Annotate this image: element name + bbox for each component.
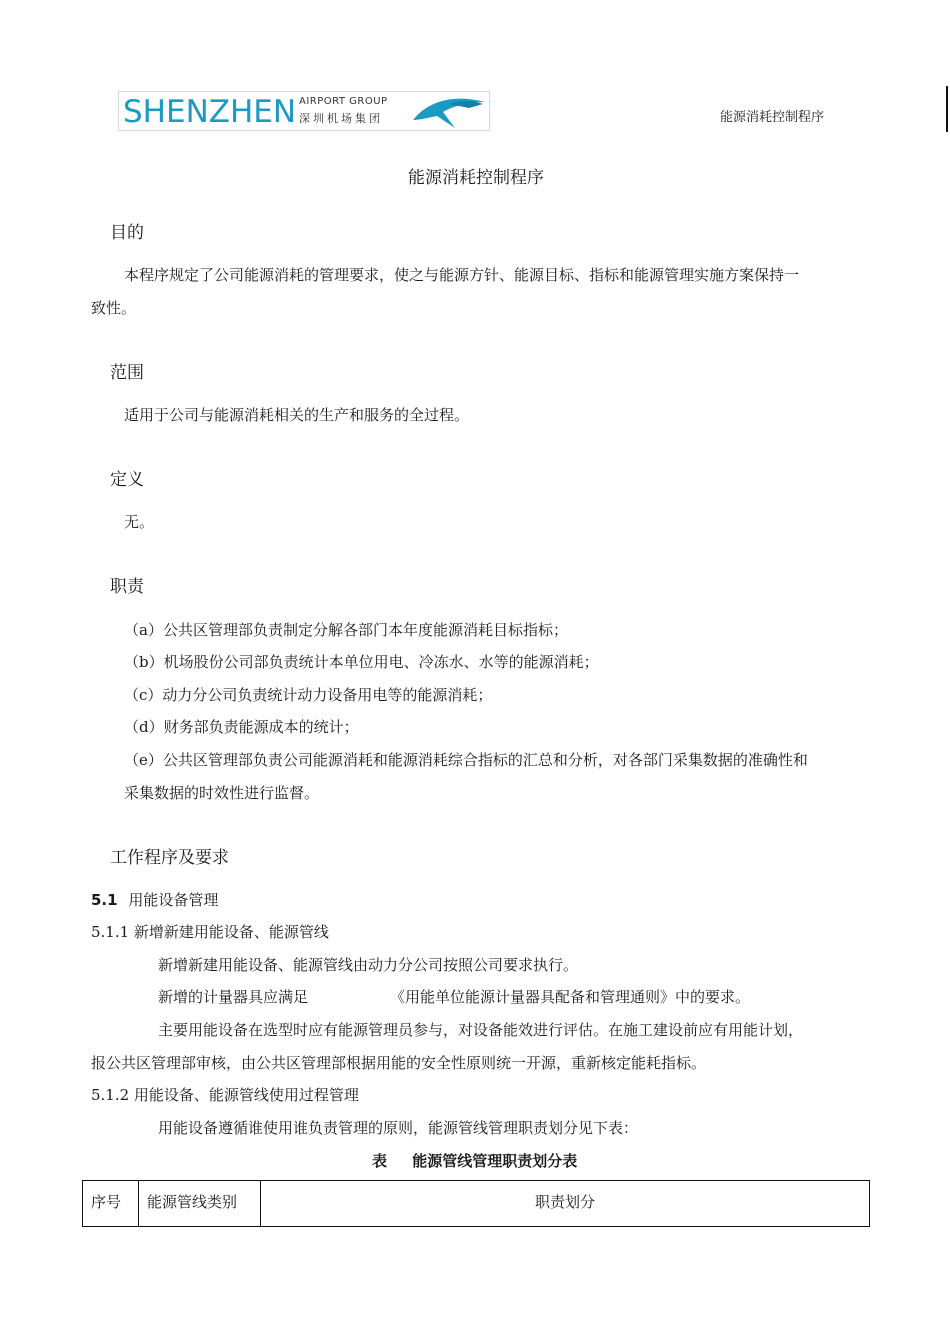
logo-wing-icon bbox=[409, 94, 489, 130]
subsection-5-1 bbox=[91, 889, 218, 910]
subsection-5-1-1: 5.1.1 新增新建用能设备、能源管线 bbox=[91, 923, 329, 941]
header-cell-duty: 职责划分 bbox=[261, 1181, 870, 1227]
scope-text: 适用于公司与能源消耗相关的生产和服务的全过程。 bbox=[124, 406, 470, 424]
table-caption-prefix: 表 bbox=[372, 1152, 388, 1170]
header-cell-index: 序号 bbox=[83, 1181, 139, 1227]
subsection-5-1-number: 5.1 bbox=[91, 891, 118, 909]
logo-text: SHENZHEN bbox=[123, 94, 297, 130]
table-caption-title: 能源管线管理职责划分表 bbox=[412, 1152, 578, 1170]
duty-item-c: （c）动力分公司负责统计动力设备用电等的能源消耗； bbox=[124, 686, 493, 704]
document-title: 能源消耗控制程序 bbox=[408, 168, 544, 188]
logo-subtitle-en: AIRPORT GROUP bbox=[299, 96, 388, 107]
section-heading-procedure: 工作程序及要求 bbox=[110, 848, 229, 868]
running-header-title: 能源消耗控制程序 bbox=[720, 110, 825, 125]
paragraph-selection-line-1: 主要用能设备在选型时应有能源管理员参与，对设备能效进行评估。在施工建设前应有用能计划， bbox=[158, 1021, 804, 1039]
subsection-5-1-2: 5.1.2 用能设备、能源管线使用过程管理 bbox=[91, 1086, 359, 1104]
duty-item-e-continued: 采集数据的时效性进行监督。 bbox=[124, 784, 320, 802]
section-heading-duties: 职责 bbox=[110, 577, 144, 597]
paragraph-selection-line-2: 报公共区管理部审核，由公共区管理部根据用能的安全性原则统一开源，重新核定能耗指标。 bbox=[91, 1054, 707, 1072]
section-heading-scope: 范围 bbox=[110, 363, 144, 383]
paragraph-usage-principle: 用能设备遵循谁使用谁负责管理的原则，能源管线管理职责划分见下表： bbox=[158, 1119, 639, 1137]
duty-item-d: （d）财务部负责能源成本的统计； bbox=[124, 718, 359, 736]
subsection-5-1-title: 用能设备管理 bbox=[128, 891, 219, 909]
duty-table bbox=[82, 1180, 870, 1227]
duty-item-a: （a）公共区管理部负责制定分解各部门本年度能源消耗目标指标； bbox=[124, 621, 568, 639]
company-logo bbox=[118, 91, 490, 131]
page-edge-rule bbox=[946, 86, 948, 132]
table-caption bbox=[372, 1150, 577, 1171]
paragraph-meters-b: 《用能单位能源计量器具配备和管理通则》中的要求。 bbox=[390, 988, 751, 1006]
duty-item-b: （b）机场股份公司部负责统计本单位用电、冷冻水、水等的能源消耗； bbox=[124, 653, 599, 671]
section-heading-definition: 定义 bbox=[110, 470, 144, 490]
purpose-text-line-1: 本程序规定了公司能源消耗的管理要求，使之与能源方针、能源目标、指标和能源管理实施方案保持一 bbox=[124, 266, 800, 284]
paragraph-meters-a: 新增的计量器具应满足 bbox=[158, 988, 309, 1006]
purpose-text-line-2: 致性。 bbox=[91, 299, 137, 317]
paragraph-new-equipment: 新增新建用能设备、能源管线由动力分公司按照公司要求执行。 bbox=[158, 956, 579, 974]
section-heading-purpose: 目的 bbox=[110, 223, 144, 243]
duty-item-e: （e）公共区管理部负责公司能源消耗和能源消耗综合指标的汇总和分析，对各部门采集数据的准确性和 bbox=[124, 751, 808, 769]
definition-text: 无。 bbox=[124, 513, 155, 531]
logo-subtitle-cn: 深圳机场集团 bbox=[299, 112, 383, 125]
table-header-row bbox=[83, 1181, 870, 1227]
header-cell-category: 能源管线类别 bbox=[139, 1181, 261, 1227]
